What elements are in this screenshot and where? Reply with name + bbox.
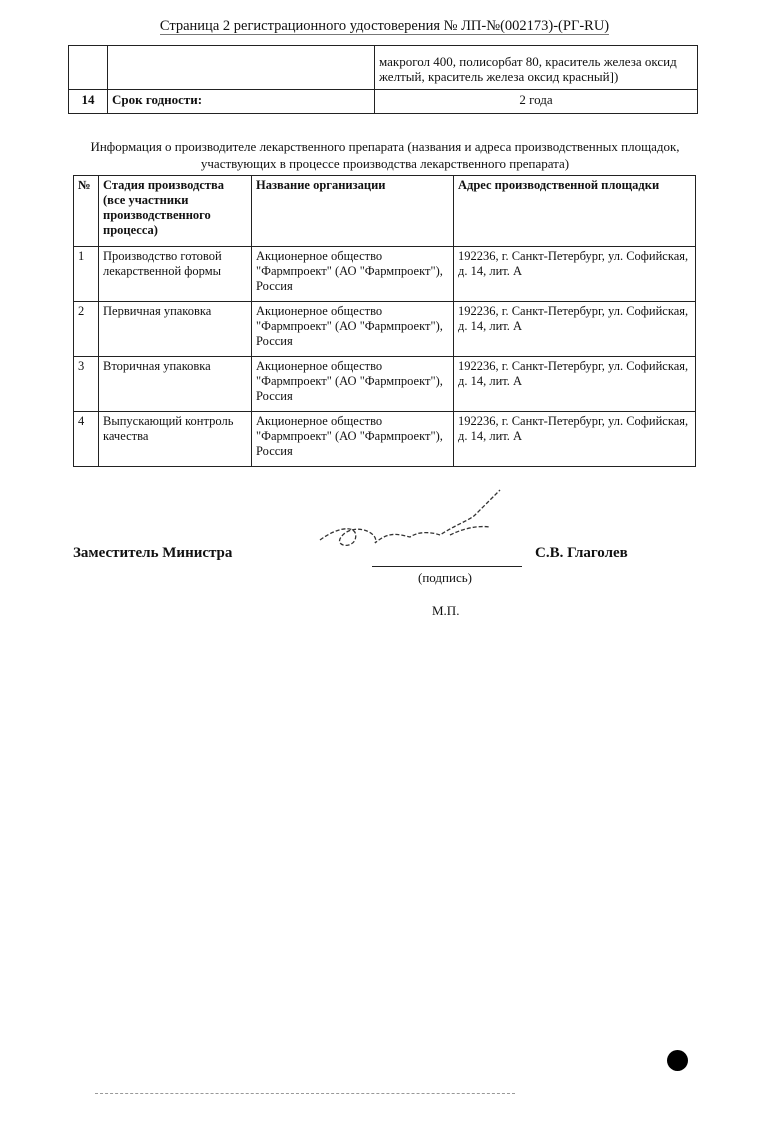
cell-address: 192236, г. Санкт-Петербург, ул. Софийская, д. 14, лит. А [454,412,696,467]
table-header-row [74,176,696,247]
cell-org: Акционерное общество "Фармпроект" (АО "Фармпроект"), Россия [252,357,454,412]
table-row [74,357,696,412]
manufacturers-table [73,175,696,467]
col-org: Название организации [252,176,454,247]
cell-stage: Выпускающий контроль качества [99,412,252,467]
footer-line [95,1093,515,1094]
cell-address: 192236, г. Санкт-Петербург, ул. Софийская, д. 14, лит. А [454,302,696,357]
col-num: № [74,176,99,247]
row-label: Срок годности: [108,90,375,114]
signer-title: Заместитель Министра [73,545,233,561]
col-stage: Стадия производства (все участники производственного процесса) [99,176,252,247]
signer-name: С.В. Глаголев [535,545,628,561]
signature-line [372,566,522,567]
cell-stage: Вторичная упаковка [99,357,252,412]
cell-address: 192236, г. Санкт-Петербург, ул. Софийская, д. 14, лит. А [454,357,696,412]
page-header-text: Страница 2 регистрационного удостоверения № ЛП-№(002173)-(РГ-RU) [159,18,610,34]
cell-stage: Производство готовой лекарственной формы [99,247,252,302]
row-num [69,46,108,90]
cell-org: Акционерное общество "Фармпроект" (АО "Фармпроект"), Россия [252,412,454,467]
row-num: 14 [69,90,108,114]
cell-num: 3 [74,357,99,412]
table-row [74,412,696,467]
col-address: Адрес производственной площадки [454,176,696,247]
cell-address: 192236, г. Санкт-Петербург, ул. Софийская, д. 14, лит. А [454,247,696,302]
row-label [108,46,375,90]
table-row [74,247,696,302]
cell-num: 1 [74,247,99,302]
cell-org: Акционерное общество "Фармпроект" (АО "Фармпроект"), Россия [252,247,454,302]
table-row [74,302,696,357]
row-value: макрогол 400, полисорбат 80, краситель железа оксид желтый, краситель железа оксид красный]) [375,46,698,90]
composition-table [68,45,698,114]
scan-dot-mark [667,1050,688,1071]
stamp-place: М.П. [432,603,460,618]
handwritten-signature [300,485,510,565]
cell-num: 4 [74,412,99,467]
signature-caption: (подпись) [418,570,472,585]
cell-stage: Первичная упаковка [99,302,252,357]
table-row [69,90,698,114]
row-value: 2 года [375,90,698,114]
page-header [0,18,769,35]
cell-org: Акционерное общество "Фармпроект" (АО "Фармпроект"), Россия [252,302,454,357]
cell-num: 2 [74,302,99,357]
manufacturer-intro: Информация о производителе лекарственного препарата (названия и адреса производственных площадок, участвующих в процессе производства лекарственного препарата) [90,139,680,171]
table-row [69,46,698,90]
